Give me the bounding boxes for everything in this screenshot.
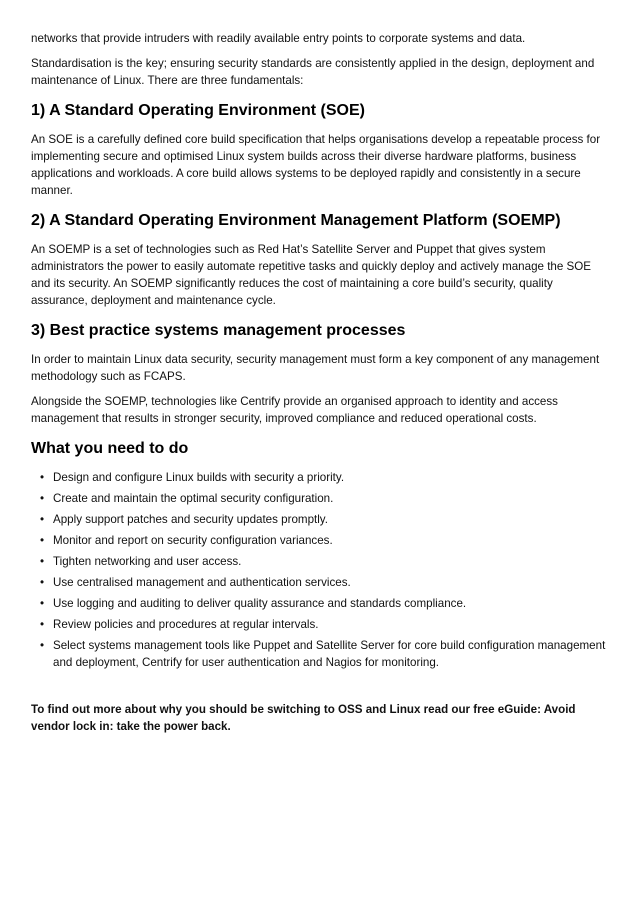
list-item — [31, 574, 609, 591]
list-item — [31, 469, 609, 486]
closing-call-to-action: To find out more about why you should be switching to OSS and Linux read our free eGuide: Avoid vendor lock in: take the power back. — [31, 703, 576, 733]
bullet-icon: • — [40, 639, 45, 652]
list-item — [31, 490, 609, 507]
list-item-text: Design and configure Linux builds with security a priority. — [53, 471, 345, 484]
bullet-icon: • — [40, 492, 45, 505]
section-paragraph-soemp: An SOEMP is a set of technologies such as Red Hat’s Satellite Server and Puppet that gives system administrators the power to easily automate repetitive tasks and quickly deploy and actively manage the SOE and its security. An SOEMP significantly reduces the cost of maintaining a core build’s security, quality assurance, deployment and maintenance cycle. — [31, 243, 592, 307]
bullet-icon: • — [40, 618, 45, 631]
list-item-text: Use centralised management and authentication services. — [53, 576, 351, 589]
list-item-text: Select systems management tools like Puppet and Satellite Server for core build configuration management and deployment, Centrify for user authentication and Nagios for monitoring. — [53, 639, 606, 669]
intro-paragraph-1: networks that provide intruders with readily available entry points to corporate systems and data. — [31, 32, 526, 45]
list-item — [31, 553, 609, 570]
list-item-text: Use logging and auditing to deliver quality assurance and standards compliance. — [53, 597, 467, 610]
list-item-text: Review policies and procedures at regular intervals. — [53, 618, 319, 631]
section-paragraph-best-practice-1: In order to maintain Linux data security, security management must form a key component of any management methodology such as FCAPS. — [31, 353, 600, 383]
intro-paragraph-2: Standardisation is the key; ensuring security standards are consistently applied in the design, deployment and maintenance of Linux. There are three fundamentals: — [31, 57, 595, 87]
bullet-icon: • — [40, 513, 45, 526]
list-item — [31, 637, 609, 671]
bullet-icon: • — [40, 576, 45, 589]
bullet-icon: • — [40, 471, 45, 484]
list-item — [31, 532, 609, 549]
document-page — [31, 30, 609, 735]
todo-heading: What you need to do — [31, 440, 189, 457]
bullet-icon: • — [40, 597, 45, 610]
todo-list — [31, 469, 609, 671]
bullet-icon: • — [40, 555, 45, 568]
bullet-icon: • — [40, 534, 45, 547]
list-item-text: Create and maintain the optimal security configuration. — [53, 492, 334, 505]
section-paragraph-soe: An SOE is a carefully defined core build specification that helps organisations develop a repeatable process for implementing secure and optimised Linux system builds across their diverse hardware platforms, business applications and workloads. A core build allows systems to be deployed rapidly and consistently in a secure manner. — [31, 133, 601, 197]
list-item — [31, 595, 609, 612]
list-item — [31, 511, 609, 528]
section-heading-soemp: 2) A Standard Operating Environment Management Platform (SOEMP) — [31, 212, 561, 229]
list-item-text: Monitor and report on security configuration variances. — [53, 534, 333, 547]
section-paragraph-best-practice-2: Alongside the SOEMP, technologies like Centrify provide an organised approach to identity and access management that results in stronger security, improved compliance and reduced operational costs. — [31, 395, 558, 425]
list-item-text: Tighten networking and user access. — [53, 555, 242, 568]
section-heading-soe: 1) A Standard Operating Environment (SOE) — [31, 102, 365, 119]
list-item-text: Apply support patches and security updates promptly. — [53, 513, 328, 526]
section-heading-best-practice: 3) Best practice systems management processes — [31, 322, 406, 339]
list-item — [31, 616, 609, 633]
